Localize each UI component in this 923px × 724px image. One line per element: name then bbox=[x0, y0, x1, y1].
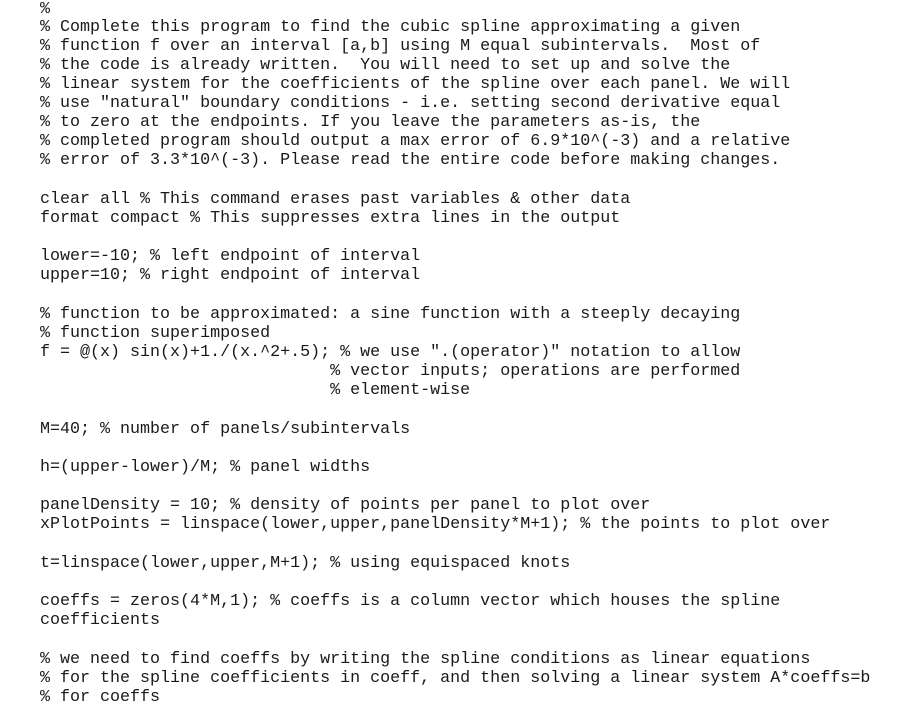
code-line: % bbox=[40, 0, 51, 19]
code-line: coeffs = zeros(4*M,1); % coeffs is a column vector which houses the spline bbox=[40, 592, 781, 611]
code-line: % linear system for the coefficients of the spline over each panel. We will bbox=[40, 75, 791, 94]
code-line: % function to be approximated: a sine function with a steeply decaying bbox=[40, 305, 741, 324]
code-line: % for the spline coefficients in coeff, and then solving a linear system A*coeffs=b bbox=[40, 669, 871, 688]
code-line: M=40; % number of panels/subintervals bbox=[40, 420, 411, 439]
code-line: % we need to find coeffs by writing the spline conditions as linear equations bbox=[40, 650, 811, 669]
code-line: t=linspace(lower,upper,M+1); % using equispaced knots bbox=[40, 554, 571, 573]
code-listing bbox=[40, 0, 923, 724]
code-line: lower=-10; % left endpoint of interval bbox=[40, 247, 421, 266]
code-line: coefficients bbox=[40, 611, 161, 630]
code-line: % vector inputs; operations are performed bbox=[40, 362, 741, 381]
code-line: f = @(x) sin(x)+1./(x.^2+.5); % we use ".(operator)" notation to allow bbox=[40, 343, 741, 362]
code-line: xPlotPoints = linspace(lower,upper,panelDensity*M+1); % the points to plot over bbox=[40, 515, 831, 534]
code-line: % error of 3.3*10^(-3). Please read the entire code before making changes. bbox=[40, 151, 781, 170]
code-line: h=(upper-lower)/M; % panel widths bbox=[40, 458, 371, 477]
code-line: % completed program should output a max error of 6.9*10^(-3) and a relative bbox=[40, 132, 791, 151]
code-line: format compact % This suppresses extra lines in the output bbox=[40, 209, 621, 228]
code-line: % function superimposed bbox=[40, 324, 271, 343]
code-line: % element-wise bbox=[40, 381, 471, 400]
code-line: % to zero at the endpoints. If you leave the parameters as-is, the bbox=[40, 113, 701, 132]
code-line: % use "natural" boundary conditions - i.e. setting second derivative equal bbox=[40, 94, 781, 113]
code-line: clear all % This command erases past variables & other data bbox=[40, 190, 631, 209]
code-line: upper=10; % right endpoint of interval bbox=[40, 266, 421, 285]
code-line: % the code is already written. You will need to set up and solve the bbox=[40, 56, 731, 75]
code-line: % function f over an interval [a,b] using M equal subintervals. Most of bbox=[40, 37, 761, 56]
code-line: % for coeffs bbox=[40, 688, 161, 707]
code-line: % Complete this program to find the cubic spline approximating a given bbox=[40, 18, 741, 37]
code-line: panelDensity = 10; % density of points per panel to plot over bbox=[40, 496, 651, 515]
